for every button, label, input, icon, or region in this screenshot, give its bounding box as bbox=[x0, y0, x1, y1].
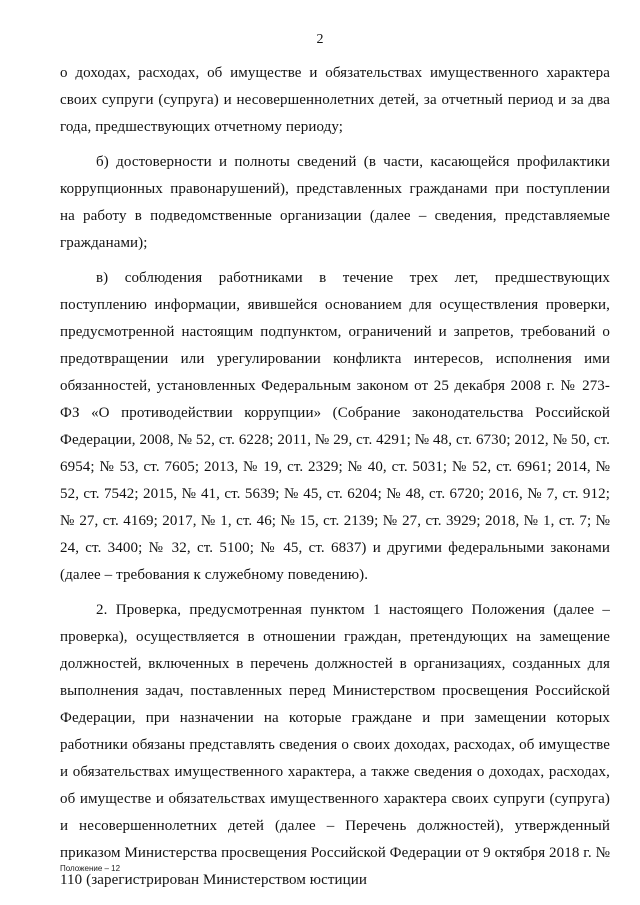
document-body bbox=[60, 60, 610, 902]
footer-label: Положение – 12 bbox=[60, 864, 121, 873]
page-number: 2 bbox=[316, 32, 324, 47]
paragraph-item-v: в) соблюдения работниками в течение трех лет, предшествующих поступлению информации, явившейся основанием для осуществления проверки, предусмотренной настоящим подпунктом, ограничений и запретов, требований о предотвращении или урегулировании конфликта интересов, исполнения ими обязанностей, установленных Федеральным законом от 25 декабря 2008 г. № 273-ФЗ «О противодействии коррупции» (Собрание законодательства Российской Федерации, 2008, № 52, ст. 6228; 2011, № 29, ст. 4291; № 48, ст. 6730; 2012, № 50, ст. 6954; № 53, ст. 7605; 2013, № 19, ст. 2329; № 40, ст. 5031; № 52, ст. 6961; 2014, № 52, ст. 7542; 2015, № 41, ст. 5639; № 45, ст. 6204; № 48, ст. 6720; 2016, № 7, ст. 912; № 27, ст. 4169; 2017, № 1, ст. 46; № 15, ст. 2139; № 27, ст. 3929; 2018, № 1, ст. 7; № 24, ст. 3400; № 32, ст. 5100; № 45, ст. 6837) и другими федеральными законами (далее – требования к служебному поведению). bbox=[60, 270, 610, 583]
paragraph-section-2: 2. Проверка, предусмотренная пунктом 1 настоящего Положения (далее – проверка), осуществляется в отношении граждан, претендующих на замещение должностей, включенных в перечень должностей в организациях, созданных для выполнения задач, поставленных перед Министерством просвещения Российской Федерации, при назначении на которые граждане и при замещении которых работники обязаны представлять сведения о своих доходах, расходах, об имуществе и обязательствах имущественного характера, а также сведения о доходах, расходах, об имуществе и обязательствах имущественного характера своих супруги (супруга) и несовершеннолетних детей (далее – Перечень должностей), утвержденный приказом Министерства просвещения Российской Федерации от 9 октября 2018 г. № 110 (зарегистрирован Министерством юстиции bbox=[60, 602, 610, 888]
paragraph-continuation: о доходах, расходах, об имуществе и обязательствах имущественного характера своих супруги (супруга) и несовершеннолетних детей, за отчетный период и за два года, предшествующих отчетному периоду; bbox=[60, 65, 610, 135]
paragraph-item-b: б) достоверности и полноты сведений (в части, касающейся профилактики коррупционных правонарушений), представленных гражданами при поступлении на работу в подведомственные организации (далее – сведения, представляемые гражданами); bbox=[60, 154, 610, 251]
